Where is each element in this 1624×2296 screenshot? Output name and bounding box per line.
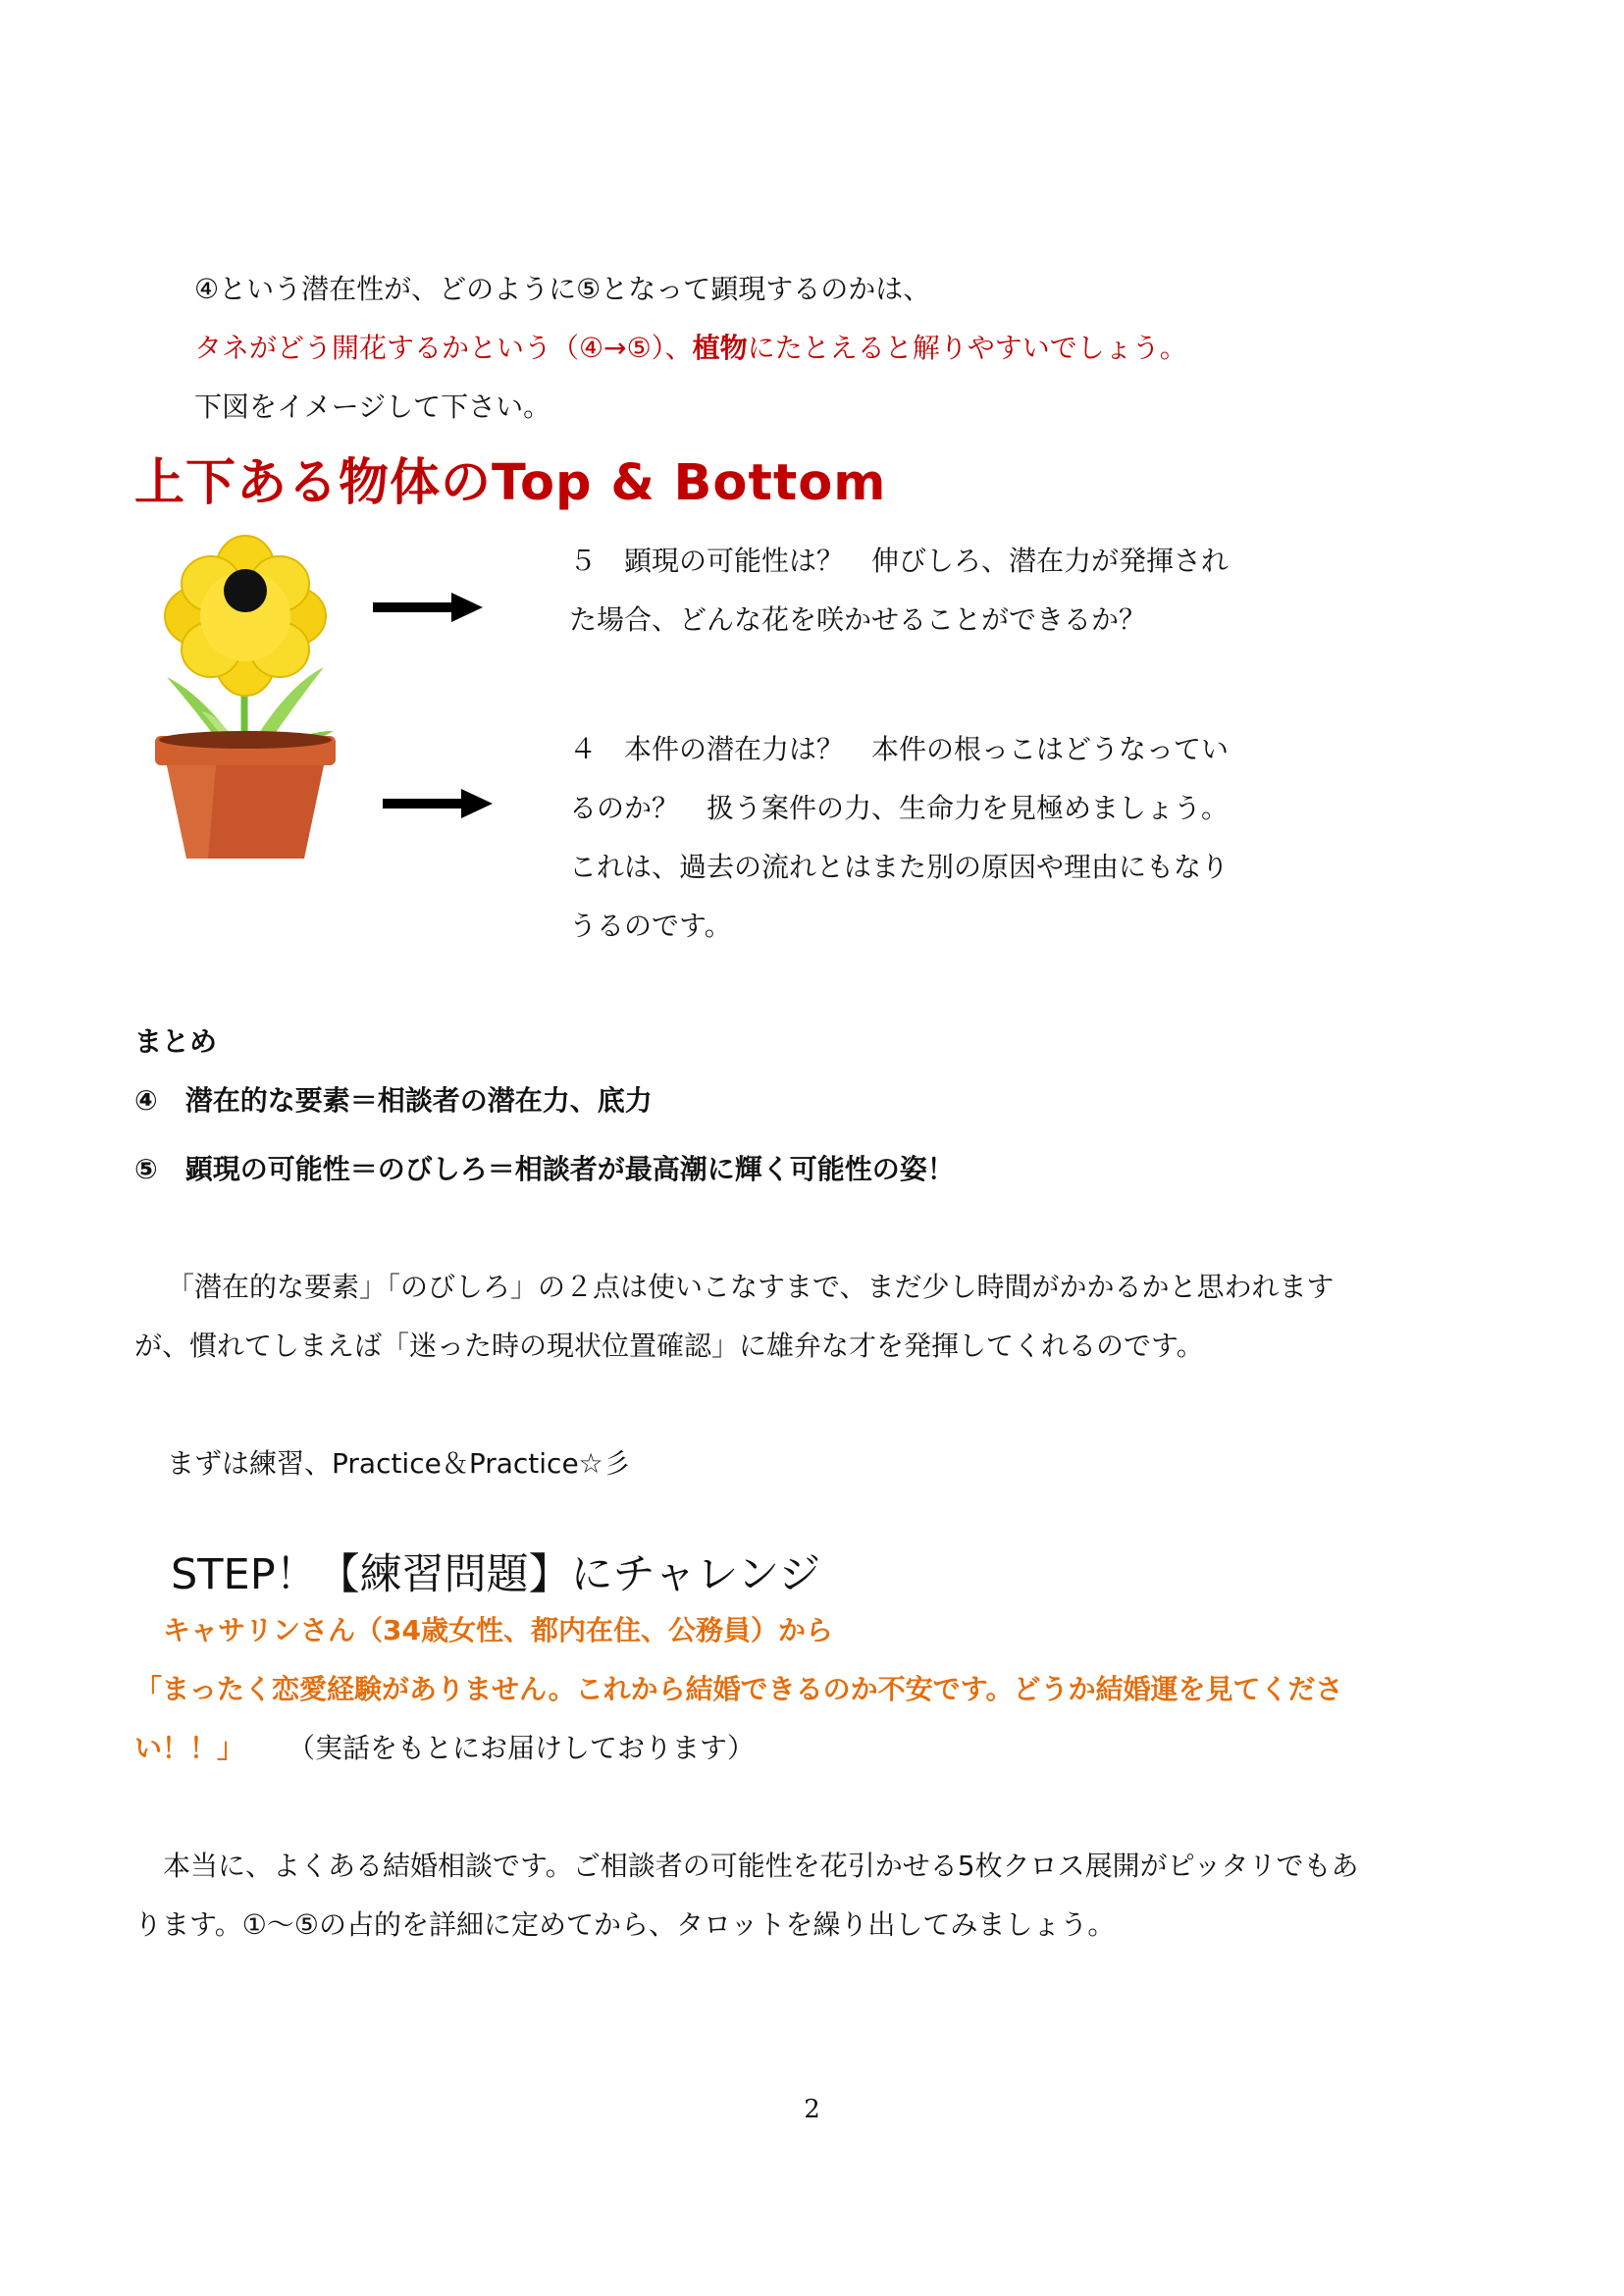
flower-pot-illustration (147, 530, 343, 863)
intro-line-2b: 植物 (692, 332, 748, 364)
arrow-right-icon (373, 591, 483, 624)
arrow-right-icon (383, 787, 493, 820)
summary-line-5: ⑤ 顕現の可能性＝のびしろ＝相談者が最高潮に輝く可能性の姿！ (134, 1153, 955, 1185)
item5-line-1: ５ 顕現の可能性は？ 伸びしろ、潜在力が発揮され (569, 545, 1230, 577)
quote-line-1: 「まったく恋愛経験がありません。これから結婚できるのか不安です。どうか結婚運を見てくださ (134, 1673, 1343, 1705)
item4-line-3: これは、過去の流れとはまた別の原因や理由にもなり (569, 851, 1230, 883)
item4-line-1: ４ 本件の潜在力は？ 本件の根っこはどうなってい (569, 733, 1230, 765)
quote-line-2-text: い！！」 (134, 1732, 245, 1764)
summary-title: まとめ (134, 1025, 218, 1058)
intro-line-2a: タネがどう開花するかという（④→⑤）、 (194, 332, 693, 364)
intro-line-3: 下図をイメージして下さい。 (194, 391, 551, 423)
body-para-1-line-1: 「潜在的な要素」「のびしろ」の２点は使いこなすまで、まだ少し時間がかかるかと思われます (167, 1271, 1335, 1303)
quote-line-2 (134, 1729, 755, 1768)
page-number: 2 (804, 2095, 820, 2124)
intro-line-2 (194, 329, 1187, 368)
summary-line-4: ④ 潜在的な要素＝相談者の潜在力、底力 (134, 1084, 653, 1117)
item4-line-2: るのか？ 扱う案件の力、生命力を見極めましょう。 (569, 792, 1230, 824)
pot-icon (155, 731, 336, 859)
closing-line-1: 本当に、よくある結婚相談です。ご相談者の可能性を花引かせる5枚クロス展開がピッタリでもあ (163, 1850, 1359, 1882)
flower-icon (165, 536, 326, 696)
closing-line-2: ります。①～⑤の占的を詳細に定めてから、タロットを繰り出してみましょう。 (134, 1908, 1116, 1941)
client-line: キャサリンさん（34歳女性、都内在住、公務員）から (163, 1614, 833, 1646)
item5-line-2: た場合、どんな花を咲かせることができるか？ (569, 603, 1147, 636)
body-para-1-line-2: が、慣れてしまえば「迷った時の現状位置確認」に雄弁な才を発揮してくれるのです。 (134, 1330, 1204, 1362)
practice-line: まずは練習、Practice＆Practice☆彡 (167, 1447, 631, 1480)
intro-line-2c: にたとえると解りやすいでしょう。 (747, 332, 1187, 364)
section-heading: 上下ある物体のTop & Bottom (134, 454, 887, 512)
quote-note: （実話をもとにお届けしております） (288, 1732, 756, 1764)
step-title: STEP！【練習問題】にチャレンジ (171, 1550, 821, 1599)
intro-line-1: ④という潜在性が、どのように⑤となって顕現するのかは、 (194, 273, 931, 305)
item4-line-4: うるのです。 (569, 910, 732, 942)
